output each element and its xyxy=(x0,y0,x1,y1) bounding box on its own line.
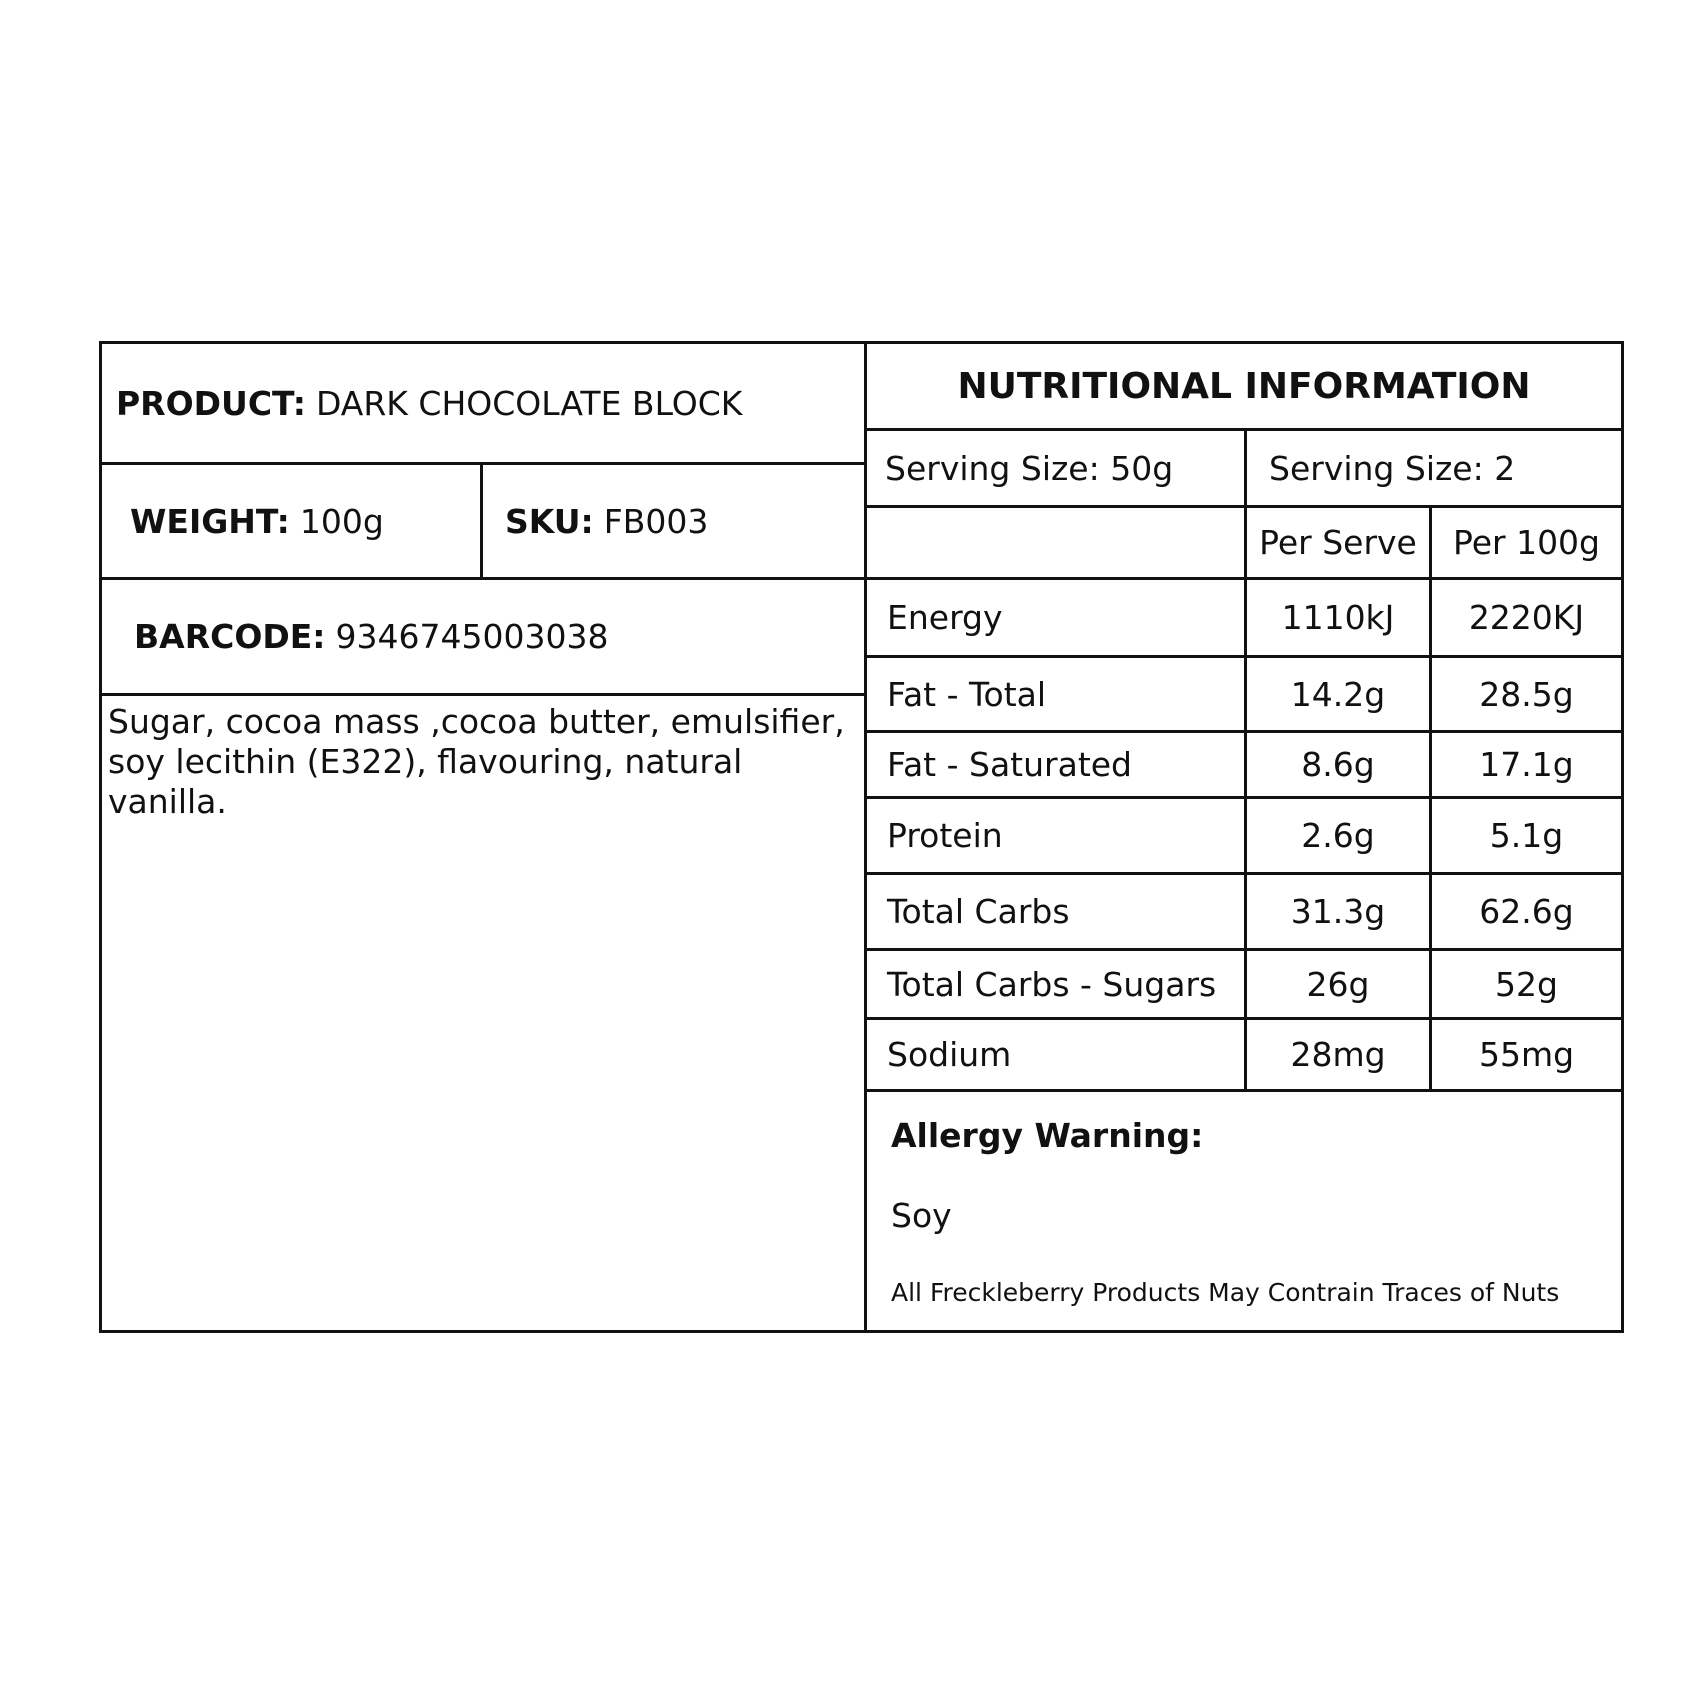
nutrition-title xyxy=(867,344,1621,431)
nutrient-per-serve-protein xyxy=(1247,799,1432,875)
nutrient-label-total-carbs xyxy=(867,875,1247,951)
nutrient-per-100g-fat-saturated xyxy=(1432,733,1621,799)
nutrient-value-text: 55mg xyxy=(1478,1035,1575,1074)
product-name-value: DARK CHOCOLATE BLOCK xyxy=(315,383,743,423)
allergy-warning-heading: Allergy Warning: xyxy=(891,1116,1204,1155)
nutrient-label-text: Fat - Saturated xyxy=(887,745,1133,784)
weight-cell xyxy=(102,465,483,580)
weight-value: 100g xyxy=(299,501,384,541)
nutrient-per-serve-fat-total xyxy=(1247,658,1432,733)
nutrient-value-text: 26g xyxy=(1306,964,1370,1004)
nutrient-label-protein xyxy=(867,799,1247,875)
nutrition-panel xyxy=(867,344,1621,1330)
column-header-per-100g xyxy=(1432,508,1621,580)
nutrient-per-serve-sodium xyxy=(1247,1020,1432,1092)
product-label-card xyxy=(99,341,1624,1333)
allergy-warning-section xyxy=(867,1092,1621,1330)
nutrient-per-100g-protein xyxy=(1432,799,1621,875)
nutrient-label-fat-saturated xyxy=(867,733,1247,799)
nutrient-per-100g-energy xyxy=(1432,580,1621,658)
nutrient-label-sodium xyxy=(867,1020,1247,1092)
nutrient-per-serve-energy xyxy=(1247,580,1432,658)
allergen-item: Soy xyxy=(891,1196,952,1235)
nutrient-value-text: 62.6g xyxy=(1479,892,1574,931)
barcode-cell xyxy=(102,580,864,696)
nutrient-per-100g-total-carbs xyxy=(1432,875,1621,951)
servings-count-cell xyxy=(1247,431,1621,508)
nutrient-per-serve-sugars xyxy=(1247,951,1432,1020)
weight-key: WEIGHT: xyxy=(130,501,290,541)
serving-size-text: Serving Size: 50g xyxy=(885,448,1174,488)
allergy-trace-note: All Freckleberry Products May Contrain Traces of Nuts xyxy=(891,1278,1560,1307)
nutrient-value-text: 14.2g xyxy=(1290,674,1386,714)
nutrient-value-text: 1110kJ xyxy=(1281,598,1395,637)
column-header-blank-cell xyxy=(867,508,1247,580)
nutrient-label-fat-total xyxy=(867,658,1247,733)
column-header-per-100g-text: Per 100g xyxy=(1452,523,1601,562)
servings-count-text: Serving Size: 2 xyxy=(1269,448,1516,488)
nutrient-value-text: 28.5g xyxy=(1479,674,1574,714)
nutrient-per-serve-total-carbs xyxy=(1247,875,1432,951)
nutrient-value-text: 52g xyxy=(1495,964,1558,1004)
ingredients-line-2: soy lecithin (E322), flavouring, natural vanilla. xyxy=(108,742,743,821)
barcode-key: BARCODE: xyxy=(134,617,326,656)
nutrient-per-100g-sugars xyxy=(1432,951,1621,1020)
nutrient-label-energy xyxy=(867,580,1247,658)
nutrient-label-text: Protein xyxy=(887,816,1003,855)
serving-size-cell xyxy=(867,431,1247,508)
nutrient-label-text: Sodium xyxy=(887,1035,1012,1074)
nutrient-value-text: 17.1g xyxy=(1479,745,1574,784)
nutrient-label-sugars xyxy=(867,951,1247,1020)
sku-cell xyxy=(483,465,864,580)
nutrient-label-text: Total Carbs xyxy=(887,892,1070,931)
nutrient-label-text: Total Carbs - Sugars xyxy=(887,964,1217,1004)
nutrient-per-100g-fat-total xyxy=(1432,658,1621,733)
product-name-cell xyxy=(102,344,864,465)
nutrient-value-text: 2.6g xyxy=(1301,816,1375,855)
column-header-per-serve-text: Per Serve xyxy=(1259,523,1417,562)
nutrient-label-text: Energy xyxy=(887,598,1003,637)
nutrient-value-text: 31.3g xyxy=(1290,892,1386,931)
ingredients-line-1: Sugar, cocoa mass ,cocoa butter, emulsifier, xyxy=(108,702,845,741)
barcode-value: 9346745003038 xyxy=(335,617,609,656)
column-header-per-serve xyxy=(1247,508,1432,580)
nutrient-value-text: 2220KJ xyxy=(1468,598,1585,637)
sku-value: FB003 xyxy=(603,501,709,541)
sku-key: SKU: xyxy=(505,501,594,541)
nutrition-title-text: NUTRITIONAL INFORMATION xyxy=(957,365,1531,407)
product-name-key: PRODUCT: xyxy=(116,383,306,423)
nutrient-value-text: 8.6g xyxy=(1301,745,1375,784)
nutrient-label-text: Fat - Total xyxy=(887,674,1047,714)
nutrient-value-text: 5.1g xyxy=(1489,816,1564,855)
nutrient-per-100g-sodium xyxy=(1432,1020,1621,1092)
product-details-panel xyxy=(102,344,867,1330)
nutrient-value-text: 28mg xyxy=(1290,1035,1386,1074)
nutrient-per-serve-fat-saturated xyxy=(1247,733,1432,799)
ingredients-text xyxy=(108,702,858,822)
